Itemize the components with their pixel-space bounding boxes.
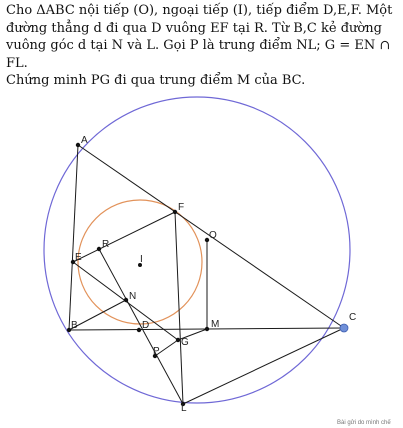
point-d — [137, 328, 141, 332]
segment-cl — [183, 328, 344, 404]
label-f: F — [178, 202, 185, 213]
point-g — [176, 338, 180, 342]
label-l: L — [181, 403, 187, 414]
point-m — [205, 327, 209, 331]
point-r — [97, 247, 101, 251]
problem-line-2: đường thẳng d đi qua D vuông EF tại R. Từ B,C kẻ đường — [6, 20, 382, 36]
segment-ef — [73, 212, 175, 262]
point-a — [76, 143, 80, 147]
label-p: P — [153, 346, 160, 357]
label-c: C — [349, 312, 357, 323]
label-o: O — [209, 230, 217, 241]
point-n — [124, 298, 128, 302]
point-f — [173, 210, 177, 214]
line-d — [99, 249, 183, 404]
label-e: E — [75, 252, 82, 263]
label-a: A — [81, 135, 88, 146]
label-d: D — [142, 320, 150, 331]
label-n: N — [129, 291, 137, 302]
circumcircle-o — [44, 97, 350, 403]
watermark: Bài gửi do mình chế — [337, 420, 391, 426]
point-c — [340, 324, 348, 332]
label-b: B — [71, 320, 78, 331]
problem-line-4: Chứng minh PG đi qua trung điểm M của BC. — [6, 73, 306, 88]
side-ab — [69, 145, 78, 330]
label-r: R — [102, 239, 110, 250]
problem-line-3: vuông góc d tại N và L. Gọi P là trung điểm NL; G = EN ∩ FL. — [6, 38, 391, 71]
label-i: I — [140, 254, 143, 265]
label-m: M — [211, 319, 220, 330]
problem-line-1: Cho ΔABC nội tiếp (O), ngoại tiếp (I), tiếp điểm D,E,F. Một — [6, 3, 393, 18]
label-g: G — [181, 337, 189, 348]
